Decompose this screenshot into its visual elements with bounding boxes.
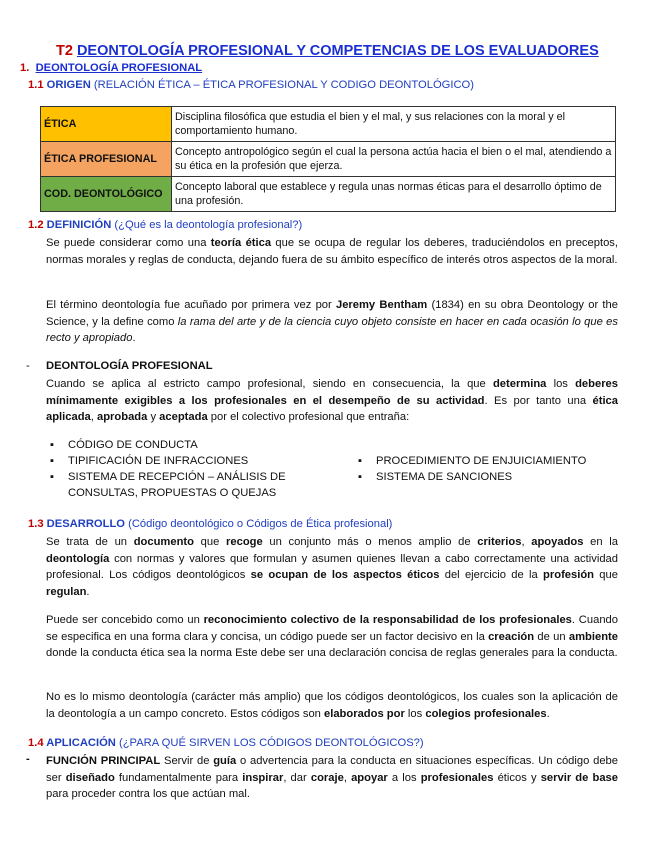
text-run: . Cuando se especifica en una forma clara y concisa, un código puede ser un factor decisivo en la [46,614,618,643]
text-run: de un [534,630,569,643]
heading-subtitle: (Código deontológico o Códigos de Ética profesional) [128,518,393,530]
italic-run: la rama del arte y de la ciencia cuyo objeto consiste en hacer en cada ocasión lo que es recto y apropiado [46,315,618,344]
bold-run: FUNCIÓN PRINCIPAL [46,755,161,767]
heading-title: DEFINICIÓN [46,219,112,231]
bold-run: apoyar [351,771,388,784]
bold-run: apoyados [531,536,584,548]
list-item-text: TIPIFICACIÓN DE INFRACCIONES [68,455,249,467]
bullet-icon: ▪ [358,455,362,467]
text-run: los [404,707,426,720]
bold-run: coraje [310,771,344,784]
bold-run: colegios profesionales [425,707,547,720]
heading-number: 1.3 [28,518,44,530]
bold-run: aprobada [97,411,148,423]
heading-number: 1.1 [28,79,44,91]
list-item [50,439,198,451]
list-item-text: CÓDIGO DE CONDUCTA [68,439,198,451]
bold-run: documento [133,536,194,548]
bold-run: inspirar [242,771,284,784]
section-number: 1. [20,62,30,74]
text-run: por el colectivo profesional que entraña: [207,411,410,423]
heading-title: APLICACIÓN [46,737,116,749]
text-run: Se trata de un [46,536,134,548]
list-item [358,455,586,467]
table-label-cell: COD. DEONTOLÓGICO [41,177,172,212]
bold-run: determina [492,378,547,390]
bullet-icon: ▪ [358,471,362,483]
bold-run: ambiente [568,630,618,643]
bold-run: creación [488,630,535,643]
text-run: éticos y [493,771,541,784]
definition-paragraph-1 [46,235,618,268]
bold-run: reconocimiento colectivo de la responsabilidad de los profesionales [203,614,572,626]
bold-run: guía [213,755,237,767]
ethics-table [40,106,616,212]
bold-run: diseñado [65,771,115,784]
table-text-cell: Concepto laboral que establece y regula unas normas éticas para el desarrollo óptimo de una profesión. [172,177,616,212]
bold-run: recoge [226,536,263,548]
title-code: T2 [56,43,73,59]
list-item-text: PROCEDIMIENTO DE ENJUICIAMIENTO [376,455,587,467]
heading-number: 1.2 [28,219,44,231]
text-run: que [194,536,227,548]
text-run: . [546,707,550,720]
text-run: un conjunto más o menos amplio de [262,536,478,548]
text-run: No es lo mismo deontología (carácter más amplio) que los códigos deontológicos, los cuales son la aplicación de la deontología a un campo concreto. Estos códigos son [46,691,618,720]
bold-run: profesionales [420,771,494,784]
heading-1-3 [28,518,392,530]
text-run: Cuando se aplica al estricto campo profesional, siendo en consecuencia, la que [46,378,493,390]
definition-paragraph-2 [46,297,618,347]
text-run: del ejercicio de la [439,569,544,581]
text-run: . Es por tanto una [484,394,593,407]
heading-subtitle: (RELACIÓN ÉTICA – ÉTICA PROFESIONAL Y CODIGO DEONTOLÓGICO) [93,79,474,91]
heading-subtitle: (¿Qué es la deontología profesional?) [114,219,303,231]
bold-run: deontología [46,552,110,565]
bold-run: ética aplicada [46,394,618,423]
text-run: , [521,536,532,548]
list-item-text: SISTEMA DE RECEPCIÓN – ANÁLISIS DE [68,471,286,483]
bold-run: elaborados por [324,707,405,720]
bold-run: Jeremy Bentham [335,299,428,311]
bullet-icon: ▪ [50,439,54,451]
table-row [41,177,616,212]
bold-run: servir de base [540,771,618,784]
heading-title: DESARROLLO [46,518,125,530]
bold-run: criterios [477,536,522,548]
table-label-cell: ÉTICA PROFESIONAL [41,142,172,177]
text-run: para proceder contra los que actúan mal. [46,788,250,800]
section-1-heading [20,62,202,74]
text-run: . [132,332,136,344]
bold-run: profesión [543,569,595,581]
text-run: con normas y valores que formulan y asumen quienes llevan a cabo correctamente una actividad profesional. Los códigos deontológicos [46,552,618,581]
table-label-cell: ÉTICA [41,107,172,142]
table-text-cell: Concepto antropológico según el cual la persona actúa hacia el bien o el mal, atendiendo a su ética en la profesión que ejerza. [172,142,616,177]
text-run: donde la conducta ética sea la norma Este debe ser una declaración concisa de reglas generales para la conducta. [46,647,618,659]
bold-run: regulan [46,585,87,598]
text-run: Servir de [160,755,214,767]
list-item [50,471,286,483]
bullet-icon: ▪ [50,471,54,483]
heading-title: ORIGEN [46,79,91,91]
table-row [41,142,616,177]
application-paragraph [46,753,618,803]
table-text-cell: Disciplina filosófica que estudia el bien y el mal, y sus relaciones con la moral y el comportamiento humano. [172,107,616,142]
heading-1-2 [28,219,302,231]
bold-run: se ocupan de los aspectos éticos [250,569,440,581]
text-run: Se puede considerar como una [46,237,211,249]
text-run: Puede ser concebido como un [46,614,204,626]
text-run: a los [387,771,421,784]
professional-deontology-paragraph [46,376,618,426]
text-run: El término deontología fue acuñado por primera vez por [46,299,336,311]
subsection-heading: DEONTOLOGÍA PROFESIONAL [46,360,213,372]
bold-run: teoría ética [210,237,272,249]
text-run: . [86,585,90,598]
bold-run: aceptada [159,411,208,423]
text-run: los [546,378,576,390]
development-paragraph-3 [46,689,618,722]
text-run: , dar [283,771,311,784]
document-title [56,43,599,59]
table-row [41,107,616,142]
text-run: , [90,411,97,423]
heading-1-4 [28,737,424,749]
text-run: , [343,771,352,784]
text-run: que se ocupa de regular los deberes, traduciéndolos en preceptos, normas morales y reglas de conducta, dejando fuera de su ámbito específico de interés otros aspectos de la moral. [46,237,619,266]
text-run: que [594,569,618,581]
dash-marker: - [26,753,30,765]
list-item [50,455,248,467]
list-item [358,471,512,483]
text-run: en la [583,536,618,548]
text-run: (1834) en su obra Deontology or the Science, y la define como [46,299,618,328]
heading-1-1 [28,79,474,91]
list-item-continuation: CONSULTAS, PROPUESTAS O QUEJAS [68,487,277,499]
heading-number: 1.4 [28,737,44,749]
bullet-icon: ▪ [50,455,54,467]
heading-subtitle: (¿PARA QUÉ SIRVEN LOS CÓDIGOS DEONTOLÓGICOS?) [119,737,424,749]
text-run: y [147,411,160,423]
development-paragraph-1 [46,534,618,600]
title-text: DEONTOLOGÍA PROFESIONAL Y COMPETENCIAS DE LOS EVALUADORES [76,43,599,59]
section-title: DEONTOLOGÍA PROFESIONAL [35,62,203,74]
bold-run: deberes mínimamente exigibles a los profesionales en el desempeño de su actividad [46,378,618,407]
dash-marker: - [26,360,30,372]
development-paragraph-2 [46,612,618,662]
text-run: o advertencia para la conducta en situaciones específicas. Un código debe ser [46,755,618,784]
list-item-text: SISTEMA DE SANCIONES [376,471,513,483]
text-run: fundamentalmente para [114,771,243,784]
